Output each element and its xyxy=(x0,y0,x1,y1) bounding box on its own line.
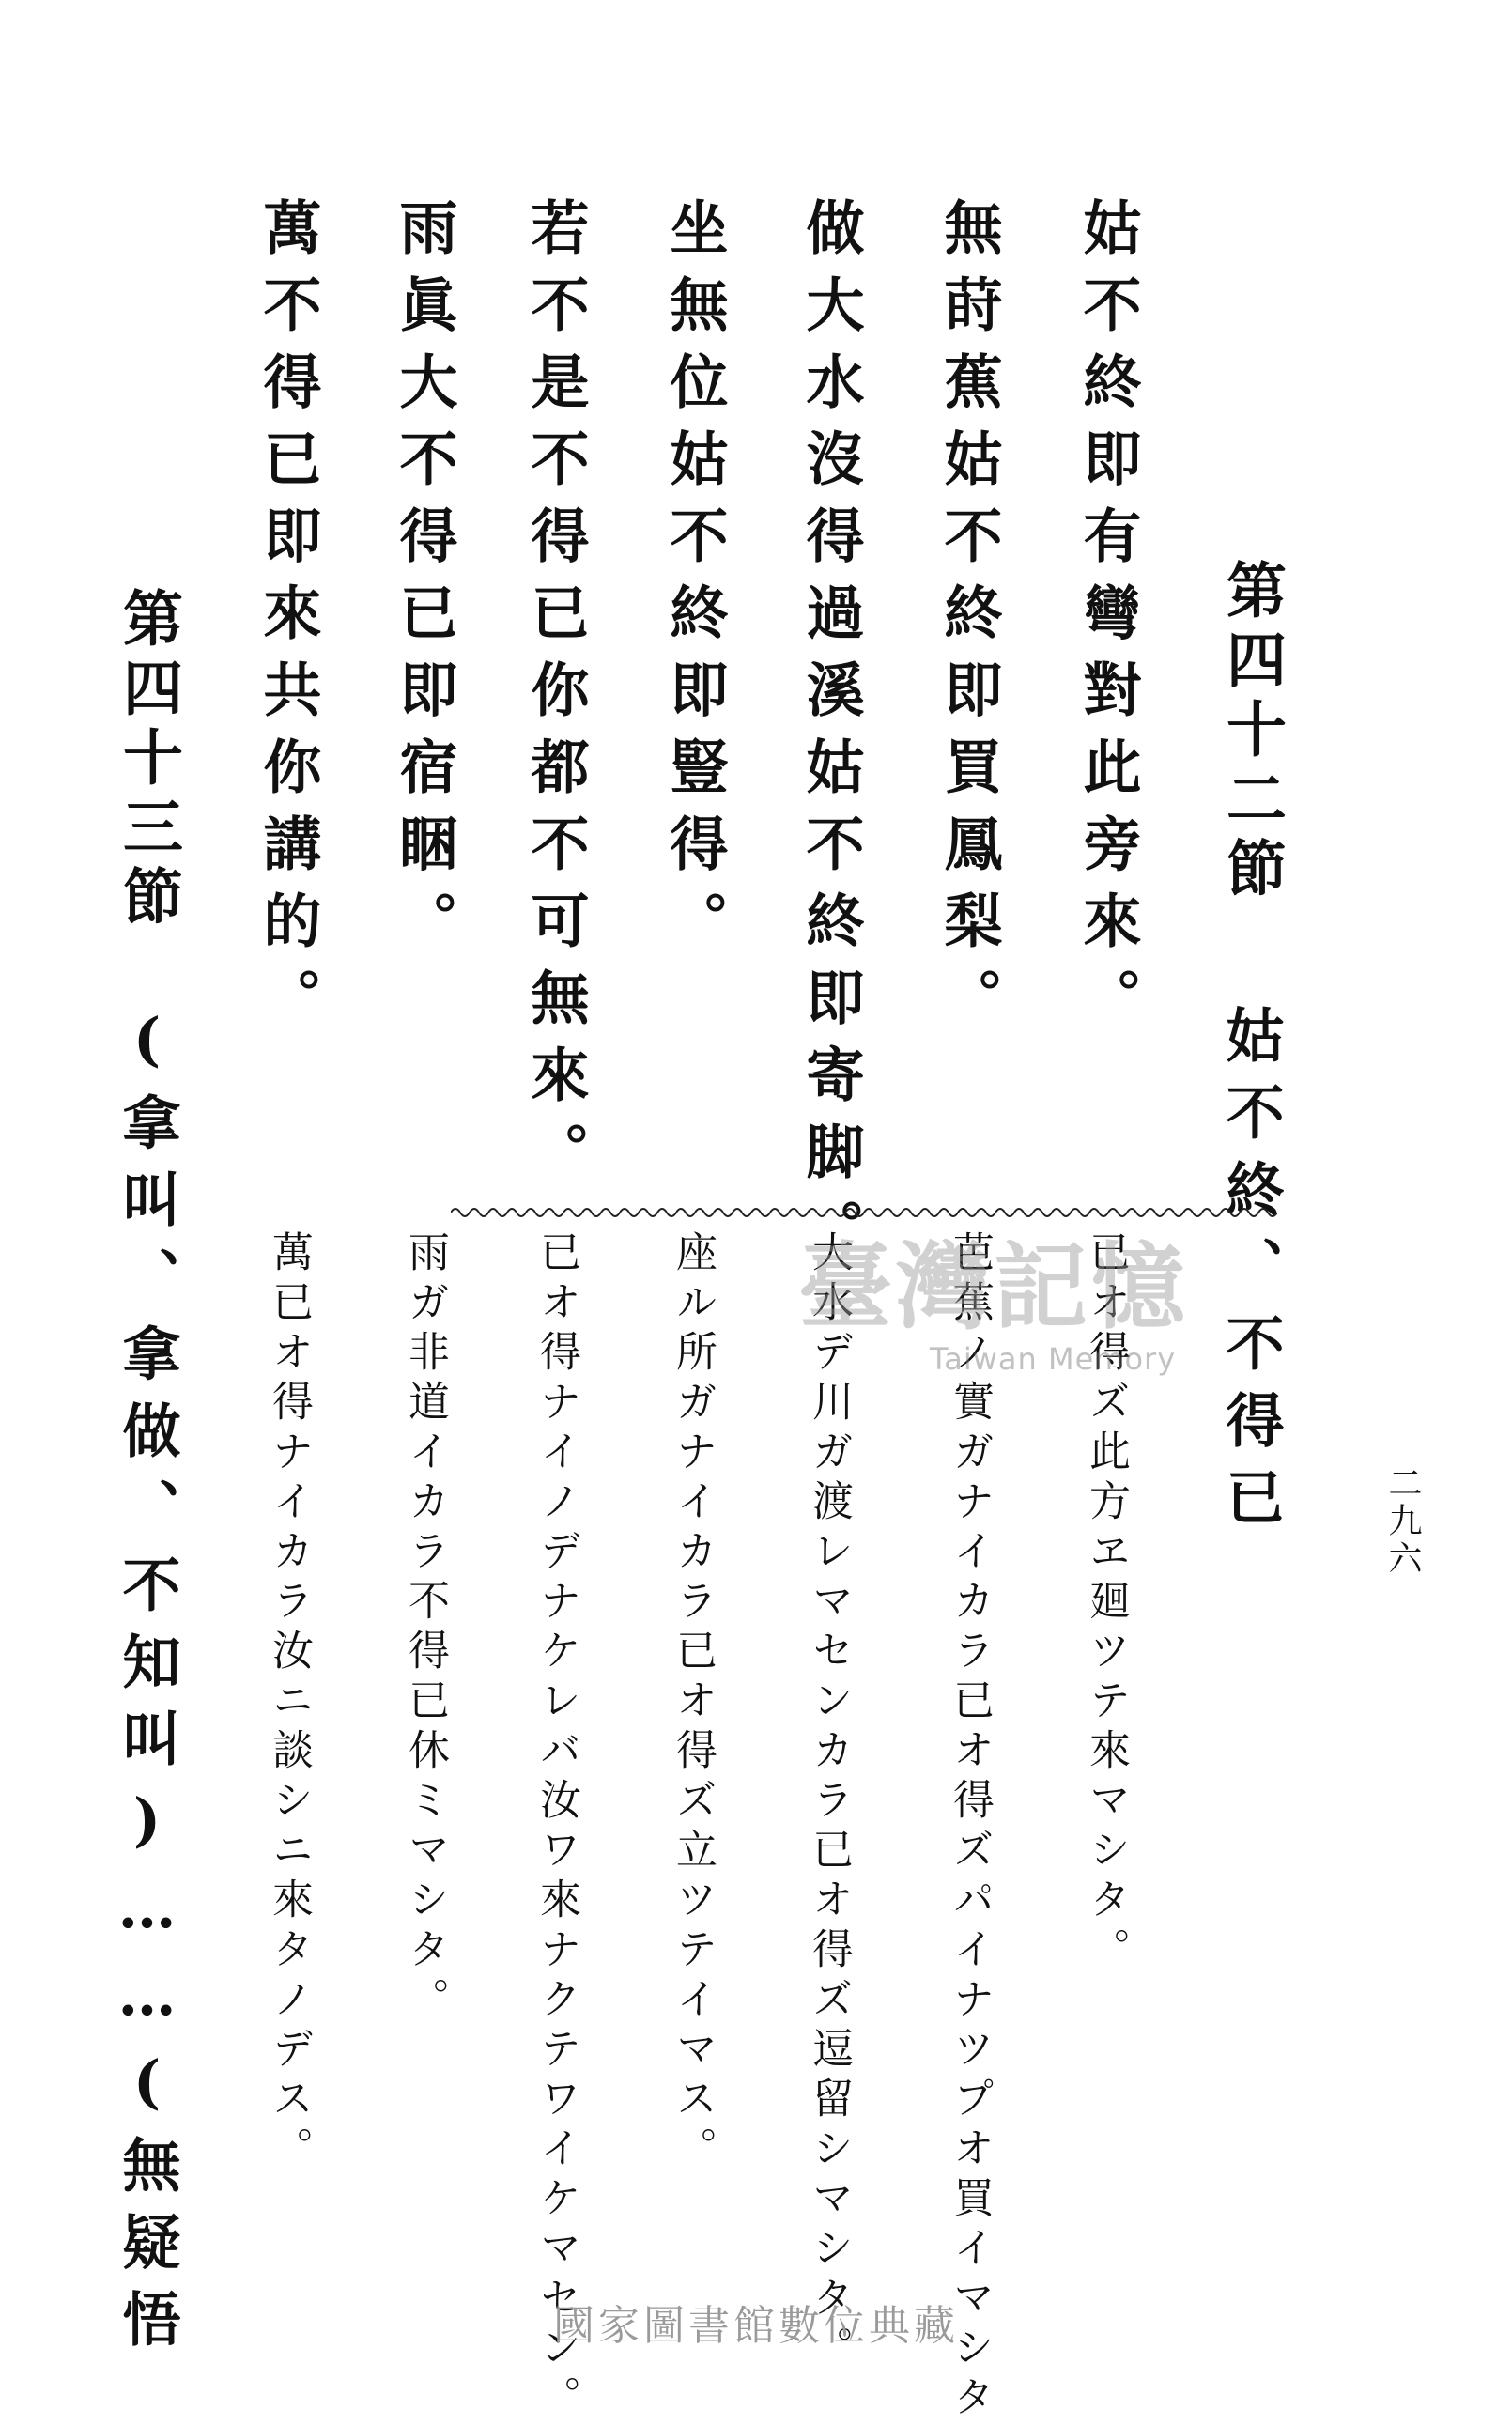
main-line-5: 若不是不得已你都不可無來。 xyxy=(521,197,590,1198)
translation-line-6: 雨ガ非道イカラ不得已休ミマシタ。 xyxy=(401,1230,449,2027)
section-heading-42: 第四十二節 xyxy=(1216,559,1287,906)
main-line-3: 做大水沒得過溪姑不終即寄脚。 xyxy=(796,197,865,1275)
translation-line-4: 座ル所ガナイカラ已オ得ズ立ツテイマス。 xyxy=(669,1230,717,2176)
main-line-4: 坐無位姑不終即豎得。 xyxy=(660,197,729,967)
section-42-phrase: 姑不終、不得已 xyxy=(1216,1005,1285,1544)
section-heading-43: 第四十三節 xyxy=(113,587,183,934)
translation-line-2: 芭蕉ノ實ガナイカラ已オ得ズパイナツプオ買イマシタ xyxy=(946,1230,994,2425)
main-line-7: 萬不得已即來共你講的。 xyxy=(254,197,322,1044)
watermark-subtext: Taiwan Memory xyxy=(930,1341,1177,1377)
main-line-1: 姑不終即有彎對此旁來。 xyxy=(1073,197,1142,1044)
translation-line-5: 已オ得ナイノデナケレバ汝ワ來ナクテワイケマセン。 xyxy=(532,1230,580,2425)
translation-line-7: 萬已オ得ナイカラ汝ニ談シニ來タノデス。 xyxy=(265,1230,313,2176)
section-43-phrase: (拿叫、拿做、不知叫)……(無疑悟 xyxy=(113,1005,181,2366)
main-line-2: 無莳蕉姑不終即買鳳梨。 xyxy=(934,197,1003,1044)
translation-line-3: 大水デ川ガ渡レマセンカラ已オ得ズ逗留シマシタ。 xyxy=(805,1230,853,2375)
library-footer: 國家圖書館數位典藏 xyxy=(553,2302,959,2350)
watermark-logo xyxy=(798,1212,1305,1377)
watermark-text: 臺灣記憶 xyxy=(798,1231,1189,1342)
page-number: 二九六 xyxy=(1383,1465,1422,1578)
translation-line-1: 已オ得ズ此方ヱ廻ツテ來マシタ。 xyxy=(1082,1230,1130,1977)
main-line-6: 雨眞大不得已即宿睏。 xyxy=(390,197,458,967)
